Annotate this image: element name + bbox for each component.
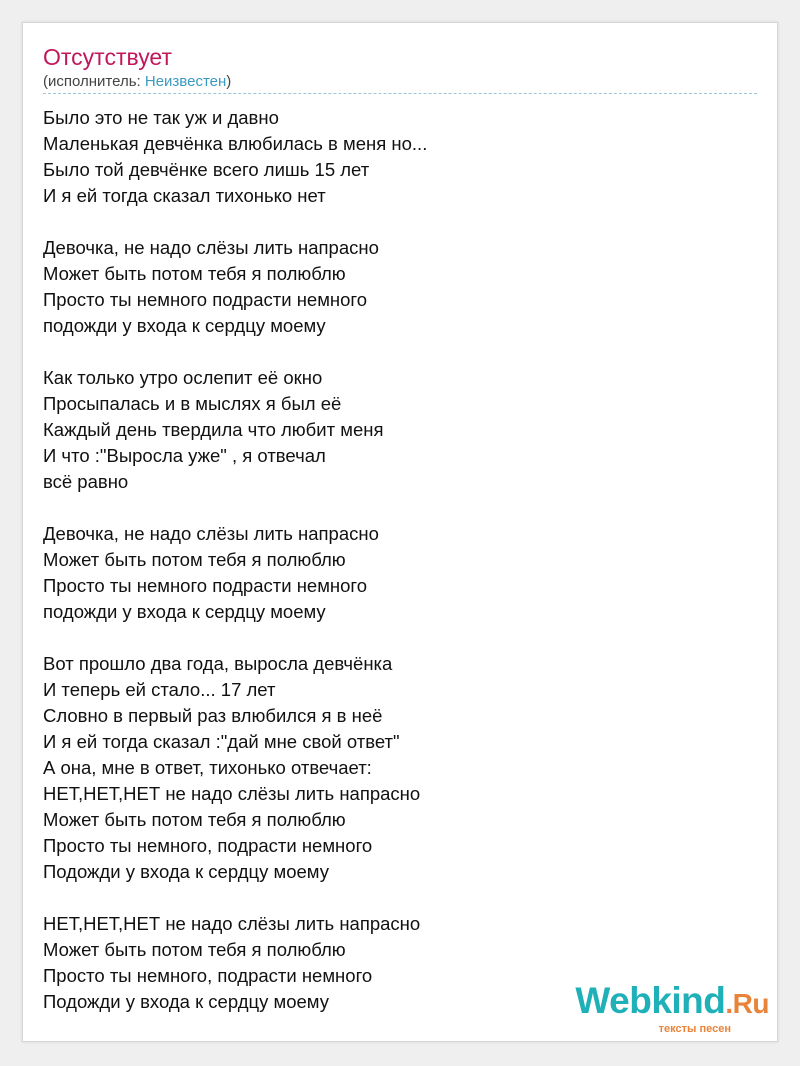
lyric-line: Просыпалась и в мыслях я был её: [43, 393, 342, 414]
lyric-line: И теперь ей стало... 17 лет: [43, 679, 276, 700]
lyric-line: подожди у входа к сердцу моему: [43, 315, 326, 336]
lyric-line: И я ей тогда сказал тихонько нет: [43, 185, 326, 206]
lyric-line: всё равно: [43, 471, 129, 492]
lyric-line: Может быть потом тебя я полюблю: [43, 939, 346, 960]
lyric-line: НЕТ,НЕТ,НЕТ не надо слёзы лить напрасно: [43, 783, 421, 804]
logo-wordmark: Webkind: [575, 980, 726, 1021]
lyric-line: И я ей тогда сказал :"дай мне свой ответ": [43, 731, 400, 752]
lyric-line: Может быть потом тебя я полюблю: [43, 809, 346, 830]
lyric-line: Девочка, не надо слёзы лить напрасно: [43, 523, 379, 544]
site-logo[interactable]: [575, 982, 769, 1035]
lyric-line: Просто ты немного подрасти немного: [43, 289, 368, 310]
song-title: Отсутствует: [43, 44, 172, 70]
stanza-gap: [43, 495, 427, 521]
lyric-line: Каждый день твердила что любит меня: [43, 419, 384, 440]
lyrics-body: [43, 105, 427, 1015]
lyric-line: Маленькая девчёнка влюбилась в меня но...: [43, 133, 428, 154]
lyric-line: Девочка, не надо слёзы лить напрасно: [43, 237, 379, 258]
lyric-line: Подожди у входа к сердцу моему: [43, 861, 329, 882]
artist-suffix: ): [226, 73, 232, 90]
lyric-line: Просто ты немного, подрасти немного: [43, 835, 373, 856]
lyric-line: подожди у входа к сердцу моему: [43, 601, 326, 622]
lyric-line: Просто ты немного подрасти немного: [43, 575, 368, 596]
lyric-line: Подожди у входа к сердцу моему: [43, 991, 329, 1012]
lyric-line: Словно в первый раз влюбился я в неё: [43, 705, 383, 726]
lyric-line: Было это не так уж и давно: [43, 107, 279, 128]
dashed-divider: [43, 93, 757, 94]
logo-tagline: тексты песен: [658, 1023, 731, 1035]
lyric-line: И что :"Выросла уже" , я отвечал: [43, 445, 326, 466]
logo-domain: .Ru: [725, 988, 769, 1019]
lyric-line: НЕТ,НЕТ,НЕТ не надо слёзы лить напрасно: [43, 913, 421, 934]
stanza-gap: [43, 885, 427, 911]
lyric-line: Может быть потом тебя я полюблю: [43, 263, 346, 284]
lyric-line: А она, мне в ответ, тихонько отвечает:: [43, 757, 372, 778]
artist-prefix: (исполнитель:: [43, 73, 145, 90]
lyric-line: Вот прошло два года, выросла девчёнка: [43, 653, 393, 674]
stanza-gap: [43, 339, 427, 365]
artist-link[interactable]: Неизвестен: [144, 73, 227, 90]
lyric-line: Просто ты немного, подрасти немного: [43, 965, 373, 986]
lyric-line: Как только утро ослепит её окно: [43, 367, 323, 388]
stanza-gap: [43, 209, 427, 235]
artist-line: [43, 73, 231, 91]
lyric-line: Было той девчёнке всего лишь 15 лет: [43, 159, 370, 180]
lyric-line: Может быть потом тебя я полюблю: [43, 549, 346, 570]
lyrics-card: [22, 22, 778, 1042]
stanza-gap: [43, 625, 427, 651]
